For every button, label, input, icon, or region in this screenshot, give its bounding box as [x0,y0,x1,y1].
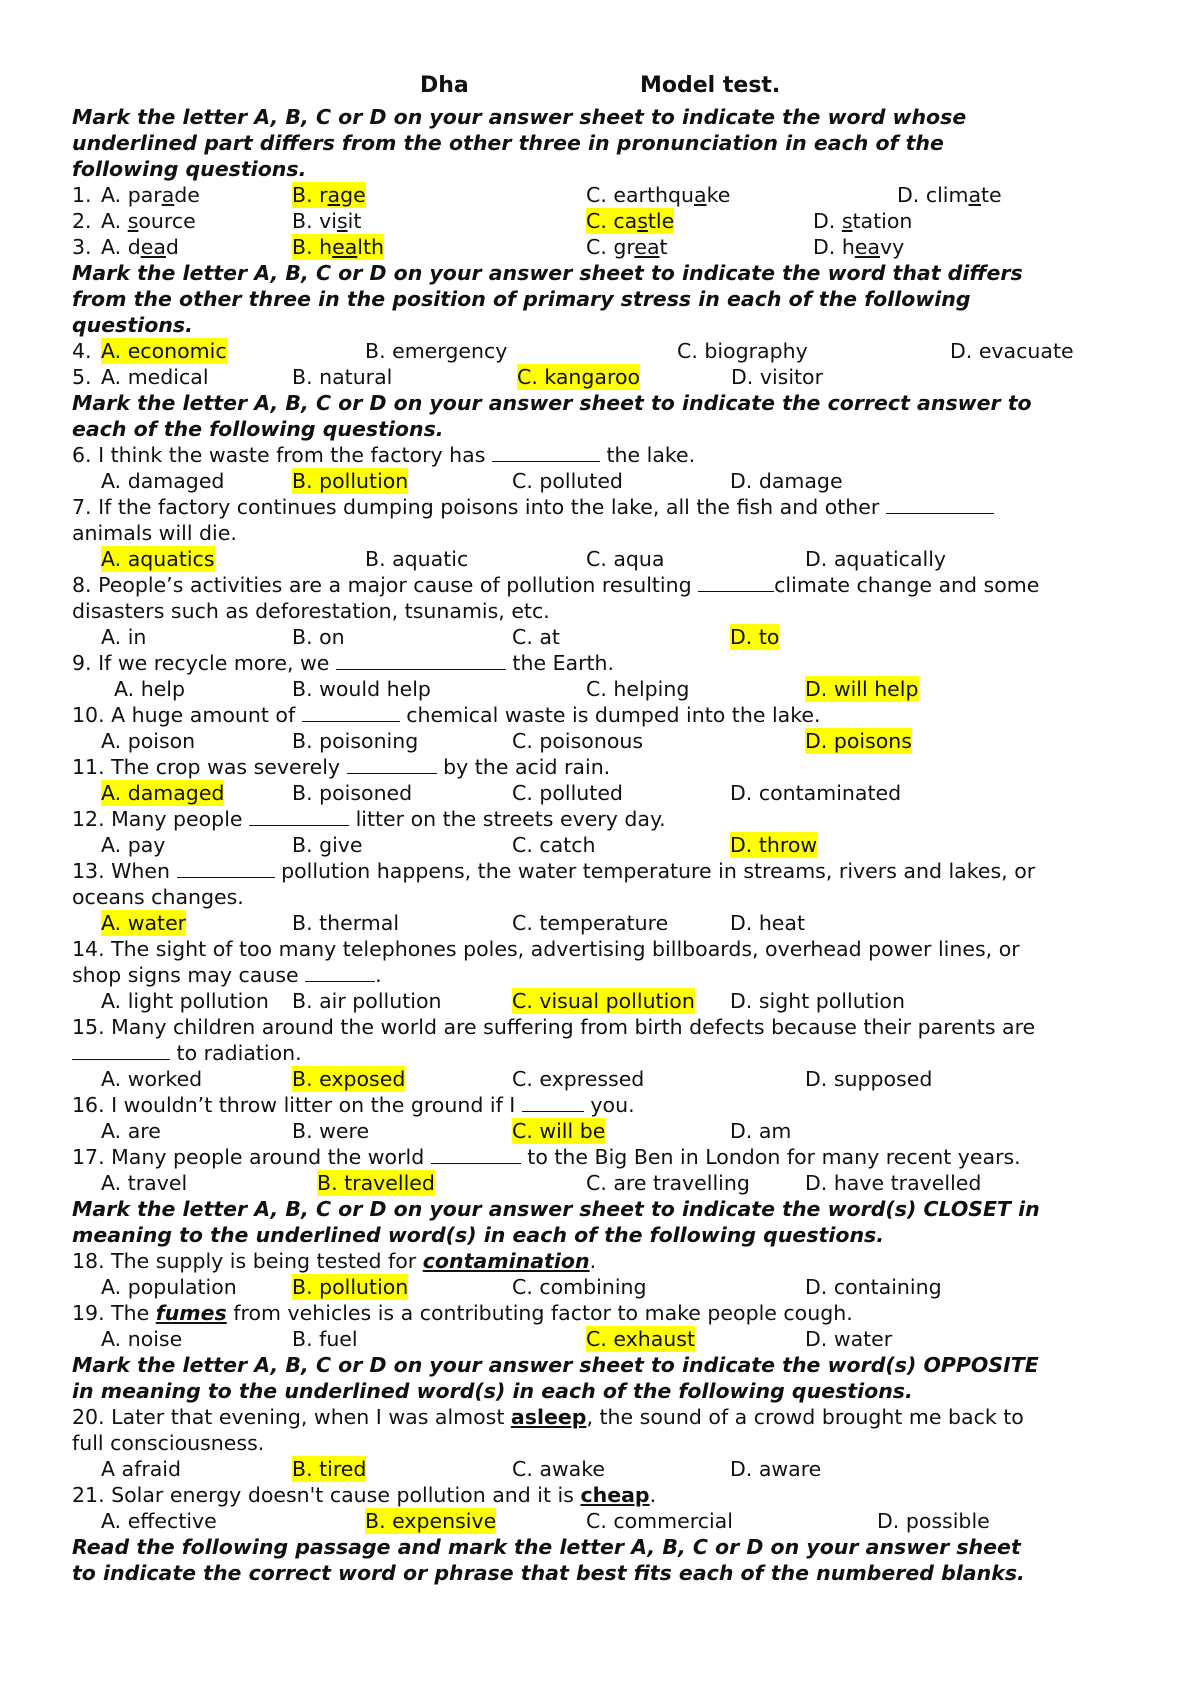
keyword: fumes [155,1301,227,1325]
answer-blank [492,443,600,462]
option-c: C. expressed [512,1067,645,1091]
option-d: D. water [805,1327,893,1351]
option-b-answer: B. rage [292,183,366,207]
option-a: A. medical [101,365,209,389]
option-d: D. heat [730,911,806,935]
option-b-answer: B. travelled [317,1171,435,1195]
option-c: C. temperature [512,911,669,935]
option-b: B. fuel [292,1327,358,1351]
option-c-answer: C. visual pollution [512,989,695,1013]
option-d: D. heavy [813,235,905,259]
question-14-stem: 14. The sight of too many telephones poles, advertising billboards, overhead power lines, or [72,937,1020,961]
option-d: D. evacuate [950,339,1074,363]
option-d: D. station [813,209,913,233]
answer-blank [249,807,349,826]
instruction-4-line-2: meaning to the underlined word(s) in each of the following questions. [72,1223,885,1247]
option-b-answer: B. health [292,235,385,259]
question-20-stem: 20. Later that evening, when I was almost asleep, the sound of a crowd brought me back to [72,1405,1024,1429]
question-15-stem: 15. Many children around the world are suffering from birth defects because their parents are [72,1015,1036,1039]
keyword: cheap [580,1483,650,1507]
instruction-1-line-1: Mark the letter A, B, C or D on your answer sheet to indicate the word whose [72,105,967,129]
option-a: A. travel [101,1171,188,1195]
option-a: A. noise [101,1327,183,1351]
question-12-stem: 12. Many people litter on the streets every day. [72,807,666,831]
instruction-2-line-1: Mark the letter A, B, C or D on your answer sheet to indicate the word that differs [72,261,1023,285]
question-7-stem: 7. If the factory continues dumping poisons into the lake, all the fish and other [72,494,1140,520]
answer-blank [336,651,506,670]
option-b: B. poisoning [292,729,419,753]
option-b: B. would help [292,677,431,701]
instruction-3-line-2: each of the following questions. [72,417,444,441]
question-7-stem-cont: animals will die. [72,521,237,545]
option-d: D. possible [877,1509,990,1533]
option-c-answer: C. castle [586,209,675,233]
option-c: C. combining [512,1275,647,1299]
option-c: C. commercial [586,1509,733,1533]
instruction-4-line-1: Mark the letter A, B, C or D on your answer sheet to indicate the word(s) CLOSET in [72,1197,1040,1221]
option-a: A. source [101,209,196,233]
option-d: D. containing [805,1275,942,1299]
answer-blank [302,703,400,722]
option-c: C. polluted [512,469,623,493]
instruction-2-line-2: from the other three in the position of primary stress in each of the following [72,287,971,311]
option-a: A. poison [101,729,196,753]
answer-blank [431,1145,521,1164]
option-b: B. on [292,625,345,649]
option-b: B. poisoned [292,781,413,805]
question-19-stem: 19. The fumes from vehicles is a contributing factor to make people cough. [72,1301,853,1325]
option-c: C. biography [677,339,808,363]
option-a: A. pay [101,833,166,857]
option-a: A. worked [101,1067,203,1091]
option-a: A. light pollution [101,989,269,1013]
option-d: D. sight pollution [730,989,905,1013]
instruction-5-line-1: Mark the letter A, B, C or D on your answer sheet to indicate the word(s) OPPOSITE [72,1353,1039,1377]
option-b: B. were [292,1119,370,1143]
option-b-answer: B. expensive [365,1509,497,1533]
answer-blank [72,1041,170,1060]
instruction-5-line-2: in meaning to the underlined word(s) in each of the following questions. [72,1379,913,1403]
option-b-answer: B. exposed [292,1067,406,1091]
option-c: C. poisonous [512,729,644,753]
option-d: D. contaminated [730,781,902,805]
question-6-stem: 6. I think the waste from the factory has the lake. [72,443,696,467]
option-c-answer: C. kangaroo [517,365,641,389]
instruction-1-line-2: underlined part differs from the other three in pronunciation in each of the [72,131,944,155]
option-d-answer: D. poisons [805,729,912,753]
option-a: A. population [101,1275,237,1299]
answer-blank [522,1093,584,1112]
answer-blank [698,573,774,592]
option-b: B. air pollution [292,989,442,1013]
option-c: C. aqua [586,547,665,571]
option-c: C. helping [586,677,690,701]
instruction-6-line-2: to indicate the correct word or phrase that best fits each of the numbered blanks. [72,1561,1025,1585]
title-right: Model test. [640,73,781,98]
title-left: Dha [420,73,469,98]
question-14-stem-cont: shop signs may cause . [72,963,382,987]
option-b: B. visit [292,209,362,233]
option-a-answer: A. damaged [101,781,225,805]
option-b-answer: B. tired [292,1457,367,1481]
option-d-answer: D. to [730,625,780,649]
option-a: A. effective [101,1509,217,1533]
instruction-1-line-3: following questions. [72,157,307,181]
option-d: D. visitor [731,365,824,389]
option-c: C. great [586,235,668,259]
question-8-stem: 8. People’s activities are a major cause of pollution resulting climate change and some [72,573,1040,597]
option-c-answer: C. will be [512,1119,606,1143]
keyword: asleep [510,1405,587,1429]
question-18-stem: 18. The supply is being tested for contamination. [72,1249,597,1273]
question-number: 3. [72,235,92,259]
option-c: C. are travelling [586,1171,750,1195]
answer-blank [305,963,375,982]
option-d: D. supposed [805,1067,933,1091]
option-a: A. help [114,677,186,701]
option-b: B. emergency [365,339,508,363]
question-11-stem: 11. The crop was severely by the acid rain. [72,755,611,779]
answer-blank [886,495,994,514]
option-c: C. polluted [512,781,623,805]
question-13-stem-cont: oceans changes. [72,885,244,909]
option-d-answer: D. throw [730,833,818,857]
option-b: B. thermal [292,911,400,935]
question-16-stem: 16. I wouldn’t throw litter on the ground if I you. [72,1093,635,1117]
question-number: 4. [72,339,92,363]
option-c: C. at [512,625,560,649]
option-a-answer: A. water [101,911,187,935]
option-d: D. aware [730,1457,822,1481]
option-a: A. parade [101,183,200,207]
instruction-6-line-1: Read the following passage and mark the letter A, B, C or D on your answer sheet [72,1535,1021,1559]
option-c: C. awake [512,1457,605,1481]
option-d: D. have travelled [805,1171,982,1195]
question-15-stem-cont: to radiation. [72,1040,1140,1066]
option-d: D. am [730,1119,792,1143]
option-b-answer: B. pollution [292,469,409,493]
option-a: A. dead [101,235,179,259]
keyword: contamination [422,1249,590,1273]
answer-blank [177,859,275,878]
option-a-answer: A. economic [101,339,227,363]
question-number: 5. [72,365,92,389]
option-d: D. climate [897,183,1002,207]
option-c-answer: C. exhaust [586,1327,695,1351]
question-21-stem: 21. Solar energy doesn't cause pollution and it is cheap. [72,1483,657,1507]
option-a: A. are [101,1119,161,1143]
option-c: C. catch [512,833,596,857]
question-10-stem: 10. A huge amount of chemical waste is dumped into the lake. [72,703,821,727]
option-b-answer: B. pollution [292,1275,409,1299]
option-b: B. give [292,833,363,857]
question-20-stem-cont: full consciousness. [72,1431,265,1455]
option-b: B. natural [292,365,393,389]
question-9-stem: 9. If we recycle more, we the Earth. [72,651,615,675]
instruction-3-line-1: Mark the letter A, B, C or D on your answer sheet to indicate the correct answer to [72,391,1032,415]
question-13-stem: 13. When pollution happens, the water temperature in streams, rivers and lakes, or [72,859,1036,883]
question-number: 1. [72,183,92,207]
option-a-answer: A. aquatics [101,547,215,571]
question-8-stem-cont: disasters such as deforestation, tsunamis, etc. [72,599,550,623]
option-d: D. damage [730,469,843,493]
answer-blank [347,755,437,774]
option-a: A afraid [101,1457,182,1481]
question-number: 2. [72,209,92,233]
question-17-stem: 17. Many people around the world to the Big Ben in London for many recent years. [72,1145,1021,1169]
option-d-answer: D. will help [805,677,919,701]
option-d: D. aquatically [805,547,947,571]
option-b: B. aquatic [365,547,469,571]
option-c: C. earthquake [586,183,731,207]
option-a: A. damaged [101,469,225,493]
option-a: A. in [101,625,147,649]
instruction-2-line-3: questions. [72,313,193,337]
